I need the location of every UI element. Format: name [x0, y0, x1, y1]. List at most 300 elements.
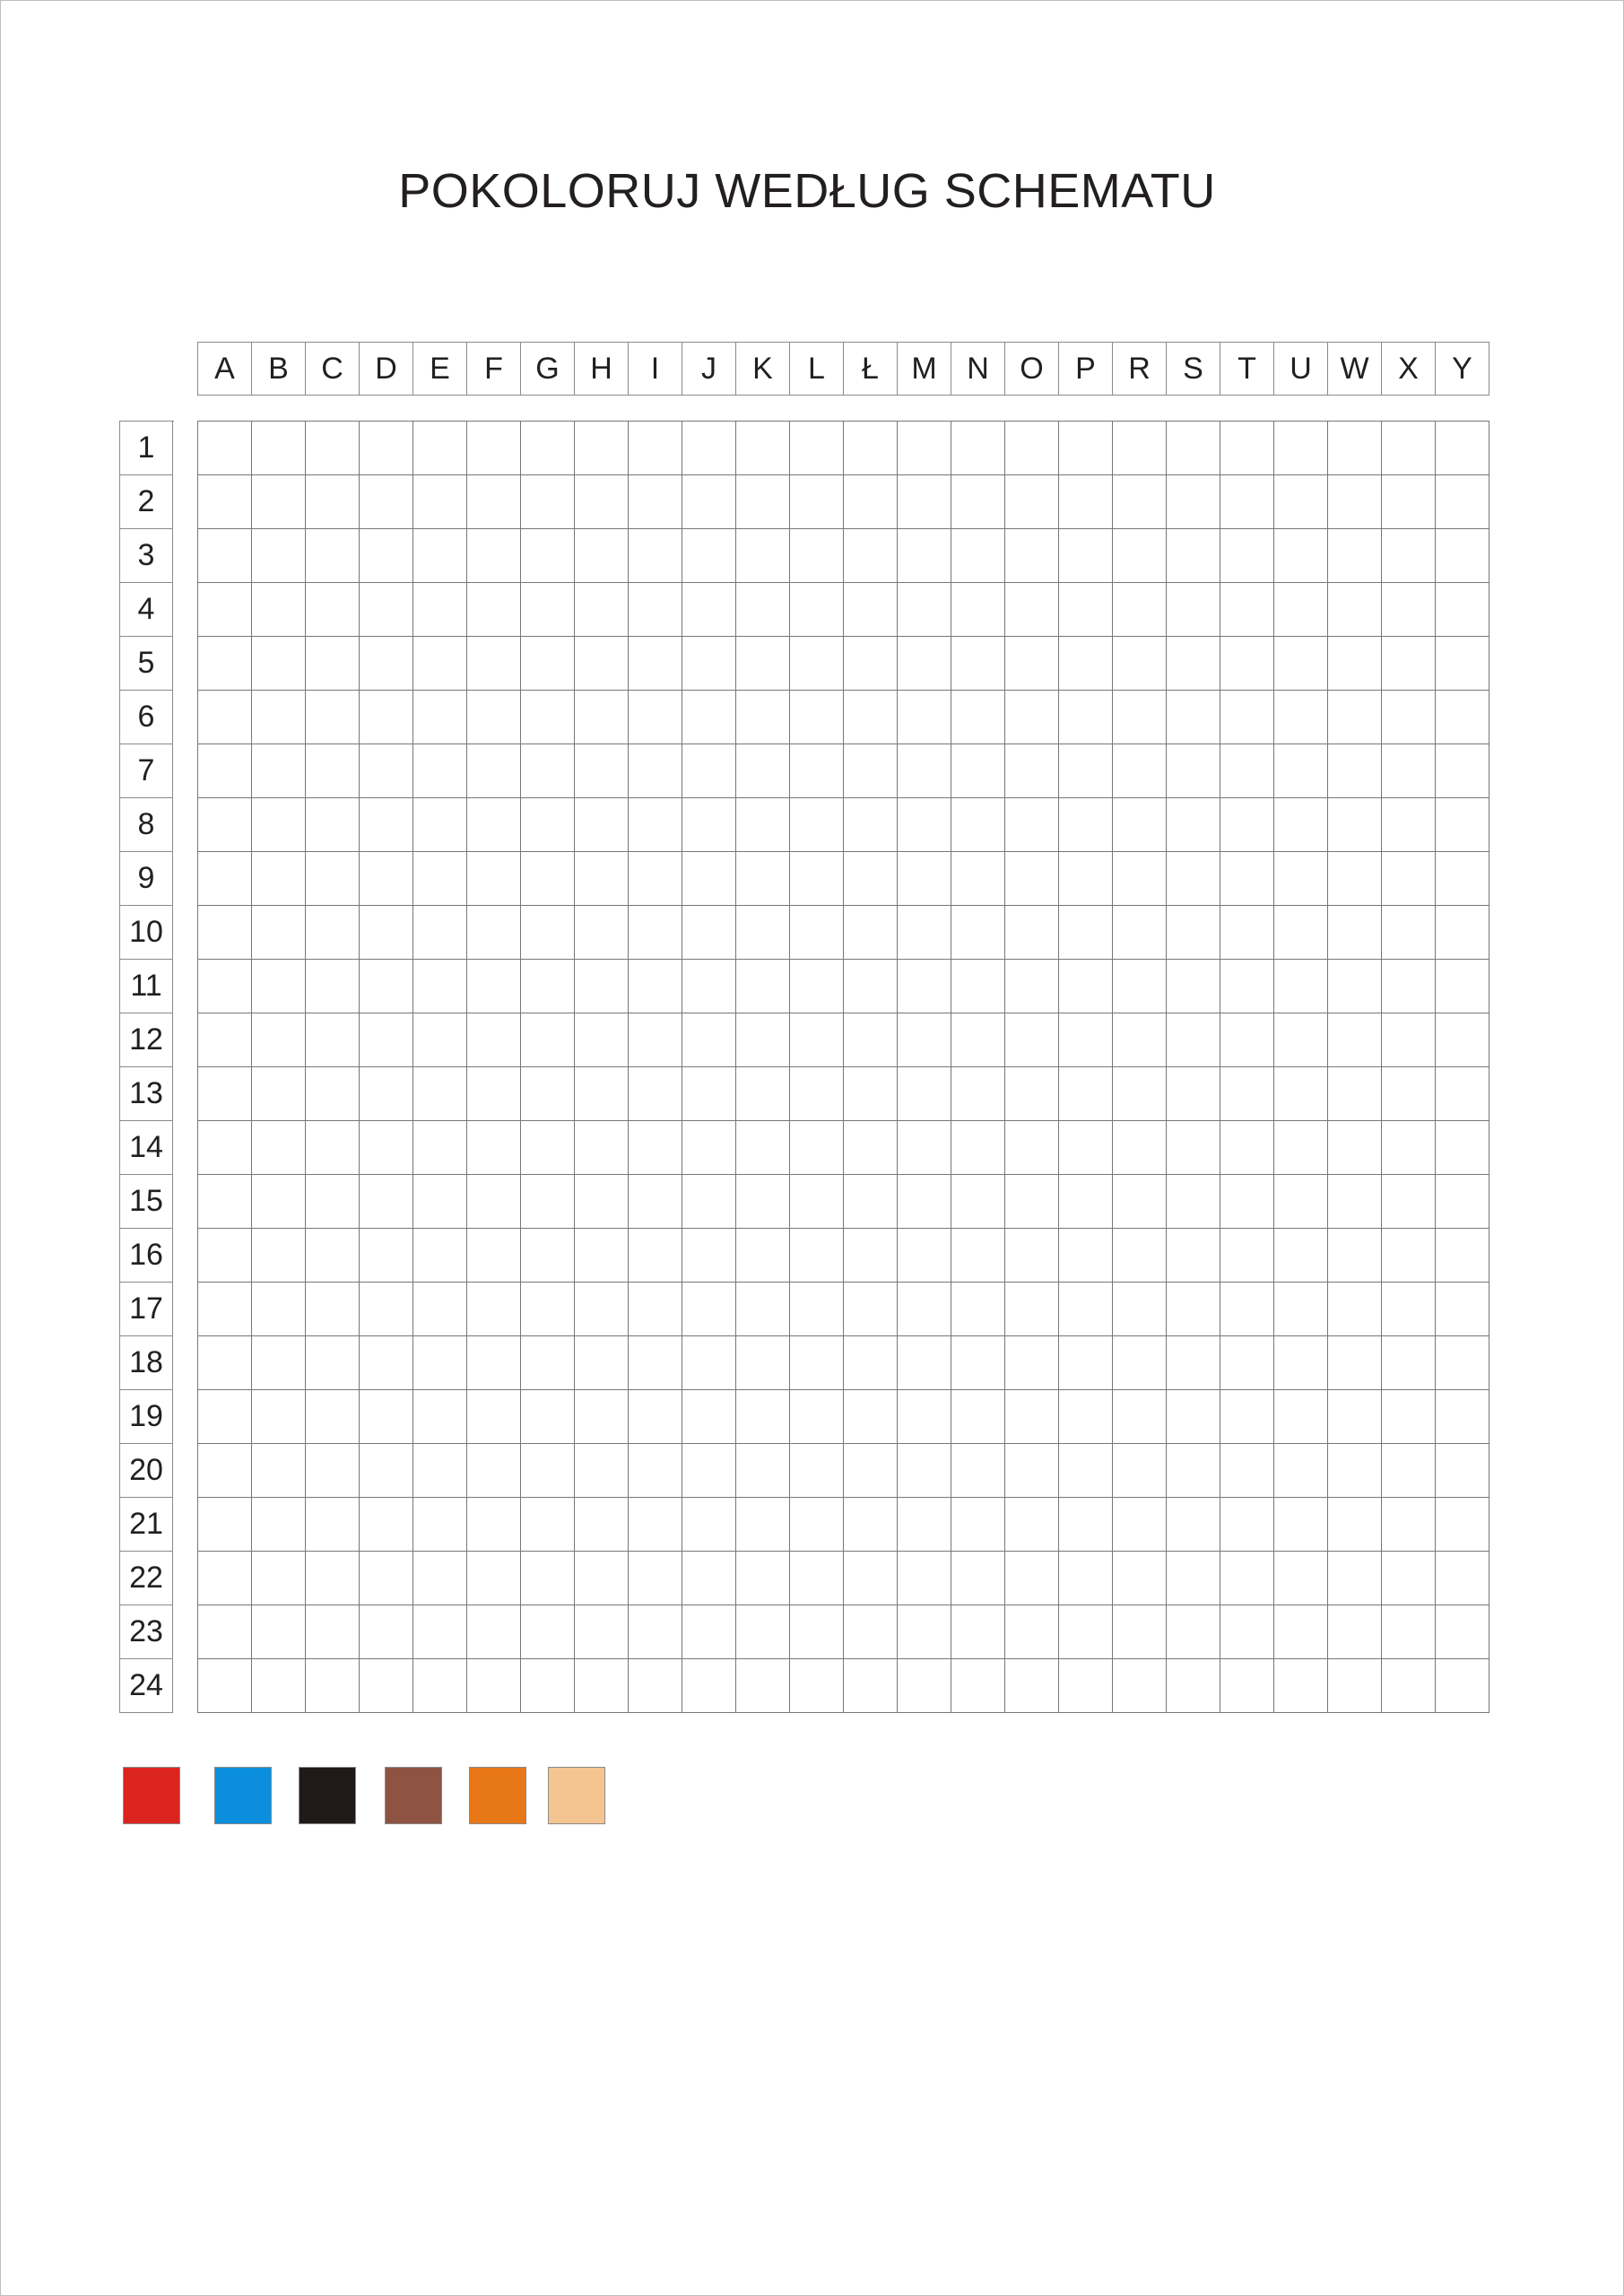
grid-cell[interactable]	[252, 1283, 306, 1336]
grid-cell[interactable]	[467, 1659, 521, 1713]
grid-cell[interactable]	[1220, 475, 1274, 529]
grid-cell[interactable]	[1005, 529, 1059, 583]
grid-cell[interactable]	[629, 960, 682, 1013]
grid-cell[interactable]	[682, 906, 736, 960]
grid-cell[interactable]	[575, 529, 629, 583]
grid-cell[interactable]	[1274, 1283, 1328, 1336]
grid-cell[interactable]	[844, 1390, 898, 1444]
grid-cell[interactable]	[629, 1605, 682, 1659]
grid-cell[interactable]	[360, 1067, 413, 1121]
grid-cell[interactable]	[1005, 1229, 1059, 1283]
grid-cell[interactable]	[1113, 422, 1167, 475]
grid-cell[interactable]	[790, 1605, 844, 1659]
grid-cell[interactable]	[898, 906, 951, 960]
grid-cell[interactable]	[575, 1552, 629, 1605]
grid-cell[interactable]	[629, 691, 682, 744]
grid-cell[interactable]	[575, 798, 629, 852]
grid-cell[interactable]	[844, 1605, 898, 1659]
grid-cell[interactable]	[844, 744, 898, 798]
grid-cell[interactable]	[360, 1498, 413, 1552]
grid-cell[interactable]	[898, 744, 951, 798]
grid-cell[interactable]	[360, 1390, 413, 1444]
grid-cell[interactable]	[198, 1498, 252, 1552]
grid-cell[interactable]	[252, 1013, 306, 1067]
grid-cell[interactable]	[1167, 691, 1220, 744]
grid-cell[interactable]	[790, 1067, 844, 1121]
grid-cell[interactable]	[1220, 583, 1274, 637]
grid-cell[interactable]	[1167, 1175, 1220, 1229]
grid-cell[interactable]	[521, 744, 575, 798]
grid-cell[interactable]	[413, 1121, 467, 1175]
grid-cell[interactable]	[306, 1229, 360, 1283]
grid-cell[interactable]	[1382, 906, 1436, 960]
grid-cell[interactable]	[413, 1552, 467, 1605]
grid-cell[interactable]	[629, 1390, 682, 1444]
grid-cell[interactable]	[252, 1498, 306, 1552]
grid-cell[interactable]	[682, 1444, 736, 1498]
grid-cell[interactable]	[306, 583, 360, 637]
grid-cell[interactable]	[951, 637, 1005, 691]
grid-cell[interactable]	[1328, 798, 1382, 852]
color-swatch-black[interactable]	[299, 1767, 356, 1824]
grid-cell[interactable]	[1382, 422, 1436, 475]
grid-cell[interactable]	[898, 1013, 951, 1067]
grid-cell[interactable]	[467, 1013, 521, 1067]
grid-cell[interactable]	[521, 1283, 575, 1336]
grid-cell[interactable]	[521, 422, 575, 475]
grid-cell[interactable]	[1274, 852, 1328, 906]
grid-cell[interactable]	[898, 583, 951, 637]
grid-cell[interactable]	[898, 1552, 951, 1605]
grid-cell[interactable]	[951, 691, 1005, 744]
grid-cell[interactable]	[1328, 1121, 1382, 1175]
grid-cell[interactable]	[198, 906, 252, 960]
grid-cell[interactable]	[521, 475, 575, 529]
grid-cell[interactable]	[521, 583, 575, 637]
grid-cell[interactable]	[1328, 1605, 1382, 1659]
grid-cell[interactable]	[1005, 1013, 1059, 1067]
grid-cell[interactable]	[682, 583, 736, 637]
grid-cell[interactable]	[951, 1175, 1005, 1229]
grid-cell[interactable]	[252, 1605, 306, 1659]
grid-cell[interactable]	[1328, 1229, 1382, 1283]
grid-cell[interactable]	[1059, 475, 1113, 529]
grid-cell[interactable]	[790, 637, 844, 691]
grid-cell[interactable]	[413, 1659, 467, 1713]
grid-cell[interactable]	[467, 1605, 521, 1659]
grid-cell[interactable]	[575, 583, 629, 637]
grid-cell[interactable]	[1220, 422, 1274, 475]
grid-cell[interactable]	[521, 1175, 575, 1229]
grid-cell[interactable]	[413, 1013, 467, 1067]
grid-cell[interactable]	[1113, 744, 1167, 798]
grid-cell[interactable]	[1328, 1283, 1382, 1336]
grid-cell[interactable]	[1005, 1444, 1059, 1498]
grid-cell[interactable]	[629, 422, 682, 475]
grid-cell[interactable]	[467, 798, 521, 852]
grid-cell[interactable]	[413, 1336, 467, 1390]
grid-cell[interactable]	[1382, 583, 1436, 637]
grid-cell[interactable]	[1220, 1444, 1274, 1498]
grid-cell[interactable]	[1167, 1229, 1220, 1283]
grid-cell[interactable]	[252, 1067, 306, 1121]
grid-cell[interactable]	[1436, 852, 1489, 906]
grid-cell[interactable]	[790, 1390, 844, 1444]
grid-cell[interactable]	[629, 1336, 682, 1390]
grid-cell[interactable]	[1113, 691, 1167, 744]
grid-cell[interactable]	[790, 583, 844, 637]
grid-cell[interactable]	[898, 1229, 951, 1283]
grid-cell[interactable]	[790, 1444, 844, 1498]
grid-cell[interactable]	[1436, 960, 1489, 1013]
grid-cell[interactable]	[1059, 1283, 1113, 1336]
grid-cell[interactable]	[1220, 744, 1274, 798]
grid-cell[interactable]	[790, 1229, 844, 1283]
grid-cell[interactable]	[1167, 637, 1220, 691]
color-swatch-red[interactable]	[123, 1767, 180, 1824]
grid-cell[interactable]	[1274, 1390, 1328, 1444]
grid-cell[interactable]	[736, 1336, 790, 1390]
grid-cell[interactable]	[736, 744, 790, 798]
grid-cell[interactable]	[1328, 1390, 1382, 1444]
grid-cell[interactable]	[736, 1552, 790, 1605]
grid-cell[interactable]	[360, 1444, 413, 1498]
grid-cell[interactable]	[736, 691, 790, 744]
grid-cell[interactable]	[736, 852, 790, 906]
grid-cell[interactable]	[736, 1390, 790, 1444]
grid-cell[interactable]	[1059, 906, 1113, 960]
grid-cell[interactable]	[1220, 906, 1274, 960]
grid-cell[interactable]	[1005, 1659, 1059, 1713]
grid-cell[interactable]	[521, 637, 575, 691]
grid-cell[interactable]	[951, 583, 1005, 637]
grid-cell[interactable]	[1005, 691, 1059, 744]
grid-cell[interactable]	[844, 1067, 898, 1121]
grid-cell[interactable]	[198, 583, 252, 637]
grid-cell[interactable]	[360, 1175, 413, 1229]
grid-cell[interactable]	[1220, 1498, 1274, 1552]
grid-cell[interactable]	[629, 475, 682, 529]
grid-cell[interactable]	[467, 906, 521, 960]
grid-cell[interactable]	[413, 744, 467, 798]
grid-cell[interactable]	[1382, 744, 1436, 798]
grid-cell[interactable]	[575, 422, 629, 475]
grid-cell[interactable]	[1005, 1067, 1059, 1121]
grid-cell[interactable]	[629, 1444, 682, 1498]
grid-cell[interactable]	[1220, 1229, 1274, 1283]
grid-cell[interactable]	[1167, 960, 1220, 1013]
grid-cell[interactable]	[1059, 1498, 1113, 1552]
grid-cell[interactable]	[198, 1659, 252, 1713]
grid-cell[interactable]	[1274, 1067, 1328, 1121]
grid-cell[interactable]	[252, 637, 306, 691]
grid-cell[interactable]	[951, 744, 1005, 798]
grid-cell[interactable]	[1274, 1121, 1328, 1175]
grid-cell[interactable]	[1274, 691, 1328, 744]
grid-cell[interactable]	[521, 1552, 575, 1605]
grid-cell[interactable]	[682, 960, 736, 1013]
grid-cell[interactable]	[521, 1121, 575, 1175]
grid-cell[interactable]	[1113, 1013, 1167, 1067]
grid-cell[interactable]	[1274, 529, 1328, 583]
grid-cell[interactable]	[1220, 529, 1274, 583]
grid-cell[interactable]	[1220, 637, 1274, 691]
grid-cell[interactable]	[360, 852, 413, 906]
grid-cell[interactable]	[1059, 1067, 1113, 1121]
color-swatch-blue[interactable]	[214, 1767, 272, 1824]
grid-cell[interactable]	[306, 1283, 360, 1336]
grid-cell[interactable]	[360, 1229, 413, 1283]
grid-cell[interactable]	[1005, 852, 1059, 906]
grid-cell[interactable]	[1059, 1175, 1113, 1229]
grid-cell[interactable]	[1436, 906, 1489, 960]
grid-cell[interactable]	[198, 1229, 252, 1283]
grid-cell[interactable]	[1005, 637, 1059, 691]
grid-cell[interactable]	[360, 744, 413, 798]
grid-cell[interactable]	[790, 1175, 844, 1229]
grid-cell[interactable]	[306, 744, 360, 798]
grid-cell[interactable]	[360, 906, 413, 960]
grid-cell[interactable]	[1382, 637, 1436, 691]
grid-cell[interactable]	[306, 1659, 360, 1713]
grid-cell[interactable]	[629, 744, 682, 798]
grid-cell[interactable]	[575, 1067, 629, 1121]
grid-cell[interactable]	[521, 1013, 575, 1067]
grid-cell[interactable]	[1436, 1067, 1489, 1121]
grid-cell[interactable]	[629, 1659, 682, 1713]
grid-cell[interactable]	[629, 852, 682, 906]
grid-cell[interactable]	[1113, 475, 1167, 529]
grid-cell[interactable]	[790, 1121, 844, 1175]
grid-cell[interactable]	[467, 1067, 521, 1121]
grid-cell[interactable]	[252, 1390, 306, 1444]
grid-cell[interactable]	[951, 1444, 1005, 1498]
grid-cell[interactable]	[360, 1659, 413, 1713]
grid-cell[interactable]	[1328, 637, 1382, 691]
grid-cell[interactable]	[1382, 1605, 1436, 1659]
grid-cell[interactable]	[467, 744, 521, 798]
grid-cell[interactable]	[521, 1229, 575, 1283]
grid-cell[interactable]	[736, 1605, 790, 1659]
grid-cell[interactable]	[1220, 1390, 1274, 1444]
grid-cell[interactable]	[1005, 1121, 1059, 1175]
grid-cell[interactable]	[898, 422, 951, 475]
grid-cell[interactable]	[467, 960, 521, 1013]
grid-cell[interactable]	[951, 906, 1005, 960]
grid-cell[interactable]	[682, 1121, 736, 1175]
grid-cell[interactable]	[521, 1605, 575, 1659]
grid-cell[interactable]	[1274, 475, 1328, 529]
grid-cell[interactable]	[898, 852, 951, 906]
grid-cell[interactable]	[467, 852, 521, 906]
grid-cell[interactable]	[252, 744, 306, 798]
grid-cell[interactable]	[575, 1229, 629, 1283]
grid-cell[interactable]	[1382, 691, 1436, 744]
grid-cell[interactable]	[736, 960, 790, 1013]
grid-cell[interactable]	[1382, 1283, 1436, 1336]
grid-cell[interactable]	[629, 1229, 682, 1283]
grid-cell[interactable]	[1059, 1336, 1113, 1390]
grid-cell[interactable]	[1436, 1605, 1489, 1659]
grid-cell[interactable]	[629, 798, 682, 852]
grid-cell[interactable]	[1005, 422, 1059, 475]
grid-cell[interactable]	[198, 1175, 252, 1229]
grid-cell[interactable]	[198, 1605, 252, 1659]
grid-cell[interactable]	[790, 960, 844, 1013]
grid-cell[interactable]	[736, 583, 790, 637]
grid-cell[interactable]	[1436, 1498, 1489, 1552]
grid-cell[interactable]	[1274, 960, 1328, 1013]
grid-cell[interactable]	[1113, 637, 1167, 691]
grid-cell[interactable]	[1167, 1283, 1220, 1336]
grid-cell[interactable]	[951, 1336, 1005, 1390]
grid-cell[interactable]	[521, 1067, 575, 1121]
grid-cell[interactable]	[306, 906, 360, 960]
grid-cell[interactable]	[1274, 744, 1328, 798]
grid-cell[interactable]	[306, 1444, 360, 1498]
grid-cell[interactable]	[1274, 583, 1328, 637]
grid-cell[interactable]	[306, 1336, 360, 1390]
grid-cell[interactable]	[306, 529, 360, 583]
grid-cell[interactable]	[1059, 1444, 1113, 1498]
grid-cell[interactable]	[252, 1175, 306, 1229]
grid-cell[interactable]	[1274, 1552, 1328, 1605]
grid-cell[interactable]	[790, 1283, 844, 1336]
grid-cell[interactable]	[252, 691, 306, 744]
grid-cell[interactable]	[790, 852, 844, 906]
grid-cell[interactable]	[736, 1498, 790, 1552]
grid-cell[interactable]	[898, 1336, 951, 1390]
grid-cell[interactable]	[1328, 1175, 1382, 1229]
grid-cell[interactable]	[360, 475, 413, 529]
grid-cell[interactable]	[252, 475, 306, 529]
grid-cell[interactable]	[1059, 960, 1113, 1013]
grid-cell[interactable]	[844, 1552, 898, 1605]
grid-cell[interactable]	[1382, 1229, 1436, 1283]
grid-cell[interactable]	[1328, 422, 1382, 475]
grid-cell[interactable]	[467, 529, 521, 583]
grid-cell[interactable]	[682, 1283, 736, 1336]
grid-cell[interactable]	[575, 1498, 629, 1552]
grid-cell[interactable]	[198, 1552, 252, 1605]
grid-cell[interactable]	[736, 1283, 790, 1336]
grid-cell[interactable]	[1382, 1552, 1436, 1605]
grid-cell[interactable]	[1436, 744, 1489, 798]
grid-cell[interactable]	[682, 744, 736, 798]
grid-cell[interactable]	[898, 1175, 951, 1229]
grid-cell[interactable]	[306, 1121, 360, 1175]
color-swatch-brown[interactable]	[385, 1767, 442, 1824]
grid-cell[interactable]	[1059, 1390, 1113, 1444]
grid-cell[interactable]	[1167, 1067, 1220, 1121]
grid-cell[interactable]	[1113, 529, 1167, 583]
grid-cell[interactable]	[682, 1175, 736, 1229]
grid-cell[interactable]	[736, 1067, 790, 1121]
grid-cell[interactable]	[521, 1498, 575, 1552]
grid-cell[interactable]	[790, 744, 844, 798]
grid-cell[interactable]	[951, 1659, 1005, 1713]
grid-cell[interactable]	[629, 1121, 682, 1175]
grid-cell[interactable]	[951, 529, 1005, 583]
grid-cell[interactable]	[1436, 1444, 1489, 1498]
grid-cell[interactable]	[790, 422, 844, 475]
grid-cell[interactable]	[1382, 1498, 1436, 1552]
grid-cell[interactable]	[1220, 798, 1274, 852]
grid-cell[interactable]	[360, 583, 413, 637]
grid-cell[interactable]	[1059, 1013, 1113, 1067]
grid-cell[interactable]	[844, 475, 898, 529]
grid-cell[interactable]	[360, 637, 413, 691]
grid-cell[interactable]	[790, 1552, 844, 1605]
grid-cell[interactable]	[1274, 1229, 1328, 1283]
grid-cell[interactable]	[1274, 798, 1328, 852]
grid-cell[interactable]	[467, 1552, 521, 1605]
grid-cell[interactable]	[198, 960, 252, 1013]
grid-cell[interactable]	[1059, 798, 1113, 852]
grid-cell[interactable]	[1382, 1121, 1436, 1175]
grid-cell[interactable]	[951, 1498, 1005, 1552]
grid-cell[interactable]	[844, 798, 898, 852]
grid-cell[interactable]	[1167, 529, 1220, 583]
grid-cell[interactable]	[1220, 691, 1274, 744]
grid-cell[interactable]	[682, 529, 736, 583]
grid-cell[interactable]	[682, 1498, 736, 1552]
grid-cell[interactable]	[736, 906, 790, 960]
grid-cell[interactable]	[682, 1067, 736, 1121]
grid-cell[interactable]	[736, 1659, 790, 1713]
grid-cell[interactable]	[951, 852, 1005, 906]
grid-cell[interactable]	[360, 1283, 413, 1336]
grid-cell[interactable]	[413, 637, 467, 691]
grid-cell[interactable]	[898, 1605, 951, 1659]
grid-cell[interactable]	[629, 906, 682, 960]
grid-cell[interactable]	[1436, 1121, 1489, 1175]
grid-cell[interactable]	[467, 583, 521, 637]
grid-cell[interactable]	[575, 1444, 629, 1498]
grid-cell[interactable]	[467, 1390, 521, 1444]
grid-cell[interactable]	[682, 422, 736, 475]
grid-cell[interactable]	[682, 1552, 736, 1605]
grid-cell[interactable]	[1005, 960, 1059, 1013]
grid-cell[interactable]	[467, 1283, 521, 1336]
grid-cell[interactable]	[1005, 1498, 1059, 1552]
grid-cell[interactable]	[898, 1067, 951, 1121]
grid-cell[interactable]	[413, 475, 467, 529]
grid-cell[interactable]	[413, 906, 467, 960]
grid-cell[interactable]	[844, 637, 898, 691]
grid-cell[interactable]	[1113, 1659, 1167, 1713]
grid-cell[interactable]	[306, 422, 360, 475]
grid-cell[interactable]	[1220, 1121, 1274, 1175]
grid-cell[interactable]	[844, 422, 898, 475]
grid-cell[interactable]	[844, 906, 898, 960]
grid-cell[interactable]	[844, 1229, 898, 1283]
grid-cell[interactable]	[467, 637, 521, 691]
grid-cell[interactable]	[1167, 1605, 1220, 1659]
grid-cell[interactable]	[521, 798, 575, 852]
grid-cell[interactable]	[1436, 1390, 1489, 1444]
grid-cell[interactable]	[844, 1121, 898, 1175]
grid-cell[interactable]	[1328, 852, 1382, 906]
grid-cell[interactable]	[306, 637, 360, 691]
grid-cell[interactable]	[198, 475, 252, 529]
grid-cell[interactable]	[252, 1659, 306, 1713]
grid-cell[interactable]	[1220, 1605, 1274, 1659]
grid-cell[interactable]	[413, 960, 467, 1013]
grid-cell[interactable]	[575, 1605, 629, 1659]
grid-cell[interactable]	[1167, 1013, 1220, 1067]
grid-cell[interactable]	[1059, 1121, 1113, 1175]
